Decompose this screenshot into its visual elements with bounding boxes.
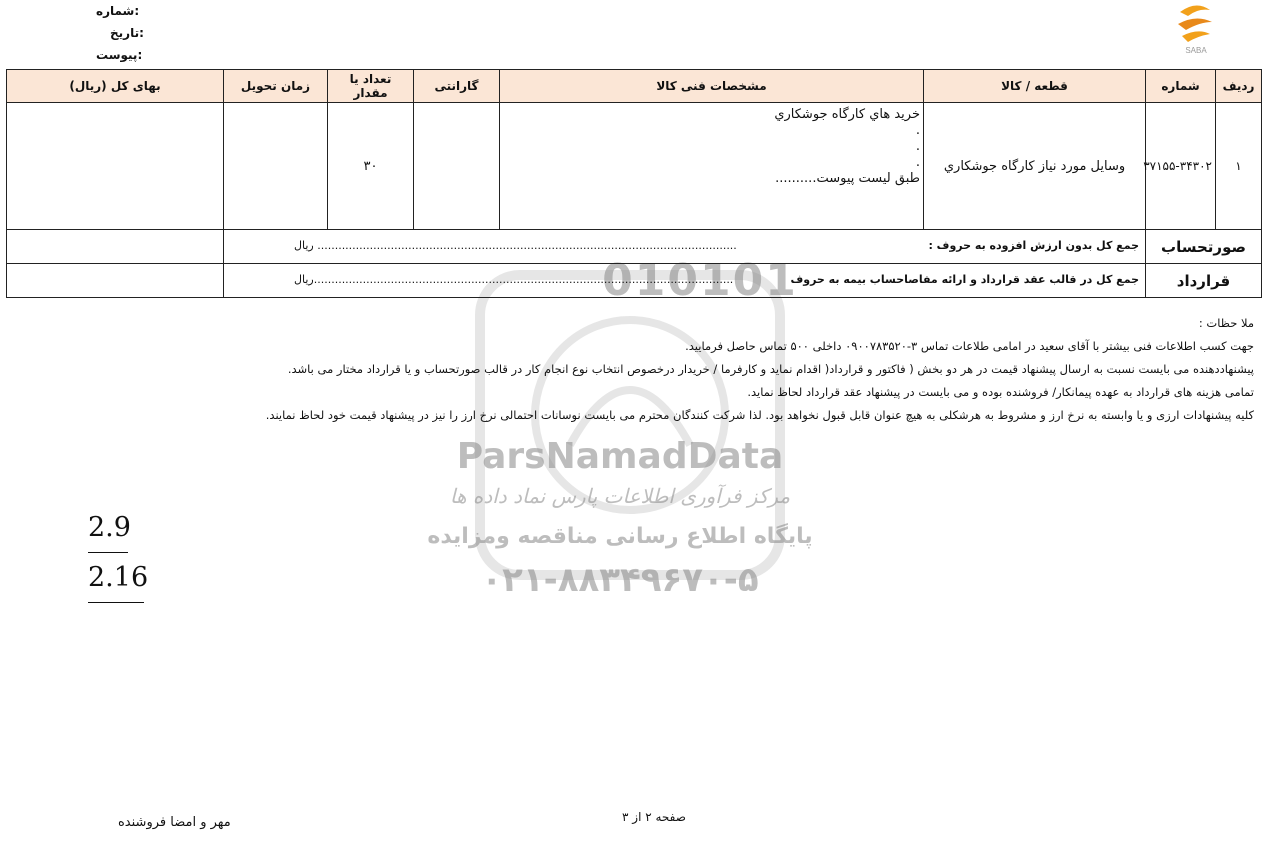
contract-total-text: جمع کل در قالب عقد قرارداد و ارائه مفاصاحساب بیمه به حروف (790, 273, 1139, 286)
company-logo (1166, 2, 1226, 64)
notes-section (130, 312, 1254, 427)
table-header-row (7, 70, 1262, 103)
number-field-label: شماره: (96, 4, 140, 18)
cell-row-no: ۱ (1216, 103, 1262, 230)
spec-dot: . (915, 155, 920, 170)
invoice-empty-cell (7, 230, 224, 264)
cell-number: ۳۷۱۵۵-۳۴۳۰۲ (1146, 103, 1216, 230)
cell-quantity: ۳۰ (328, 103, 414, 230)
invoice-unit: ........................................................................................................................ ریال (294, 239, 737, 252)
header-total: بهای کل (ریال) (7, 70, 224, 103)
fraction-line (88, 552, 128, 553)
items-table (6, 69, 1262, 298)
watermark-subtitle: مرکز فرآوری اطلاعات پارس نماد داده ها (449, 484, 791, 508)
contract-label: قرارداد (1146, 264, 1262, 298)
invoice-total-text: جمع کل بدون ارزش افزوده به حروف : (928, 239, 1139, 252)
contract-text-cell (224, 264, 1146, 298)
notes-title: ملا حظات : (1198, 316, 1254, 330)
cell-delivery (224, 103, 328, 230)
fraction-underline (88, 602, 144, 603)
cell-item: وسایل مورد نیاز کارگاه جوشکاري (924, 103, 1146, 230)
spec-dot: . (915, 123, 920, 138)
header-delivery: زمان تحویل (224, 70, 328, 103)
cell-warranty (414, 103, 500, 230)
logo-brand-text: SABA (1185, 46, 1207, 55)
handwritten-number-top: 2.9 (88, 512, 131, 543)
header-spec: مشخصات فنی کالا (500, 70, 924, 103)
cell-spec (500, 103, 924, 230)
watermark-digits: 010101 (602, 255, 798, 306)
watermark-brand: ParsNamadData (456, 436, 784, 477)
invoice-label: صورتحساب (1146, 230, 1262, 264)
note-line: پیشنهاددهنده می بایست نسبت به ارسال پیشنهاد قیمت در هر دو بخش ( فاکتور و قرارداد( اقدام نماید و کارفرما / خریدار درخصوص انتخاب نوع انجام کار در قالب صورتحساب و یا قرارداد مختار می باشد. (287, 362, 1254, 376)
invoice-text-cell (224, 230, 1146, 264)
contract-unit: ........................................................................................................................ریال (294, 273, 734, 286)
note-line: کلیه پیشنهادات ارزی و یا وابسته به نرخ ارز و مشروط به هرشکلی به هیچ عنوان قابل قبول نخواهد بود. لذا شرکت کنندگان محترم می بایست نوسانات احتمالی نرخ ارز را نیز در پیشنهاد قیمت خود لحاظ نمایند. (265, 408, 1254, 422)
seller-signature-label: مهر و امضا فروشنده (118, 815, 231, 830)
table-row (7, 103, 1262, 230)
contract-summary-row (7, 264, 1262, 298)
header-number: شماره (1146, 70, 1216, 103)
watermark-tagline: پایگاه اطلاع رسانی مناقصه ومزایده (427, 524, 813, 549)
handwritten-number-bottom: 2.16 (88, 562, 149, 593)
header-row-no: ردیف (1216, 70, 1262, 103)
spec-dot: . (915, 139, 920, 154)
page-number: صفحه ۲ از ۳ (622, 810, 686, 824)
header-warranty: گارانتی (414, 70, 500, 103)
header-quantity: تعداد یا مقدار (328, 70, 414, 103)
watermark-phone: ۰۲۱-۸۸۳۴۹۶۷۰-۵ (481, 560, 759, 600)
attachment-field-label: پیوست: (96, 48, 143, 62)
date-field-label: تاریخ: (110, 26, 144, 40)
note-line: جهت کسب اطلاعات فنی بیشتر با آقای سعید در امامی طلاعات تماس ۳-۰۹۰۰۷۸۳۵۲۰ داخلی ۵۰۰ تماس حاصل فرمایید. (685, 339, 1254, 353)
spec-line: خرید هاي کارگاه جوشکاري (774, 107, 920, 122)
saba-logo-icon (1166, 2, 1226, 46)
invoice-summary-row (7, 230, 1262, 264)
header-item: قطعه / کالا (924, 70, 1146, 103)
spec-attachment-note: طبق لیست پیوست.......... (775, 171, 920, 186)
contract-empty-cell (7, 264, 224, 298)
note-line: تمامی هزینه های قرارداد به عهده پیمانکار/ فروشنده بوده و می بایست در پیشنهاد عقد قرارداد لحاظ نماید. (747, 385, 1254, 399)
cell-total (7, 103, 224, 230)
